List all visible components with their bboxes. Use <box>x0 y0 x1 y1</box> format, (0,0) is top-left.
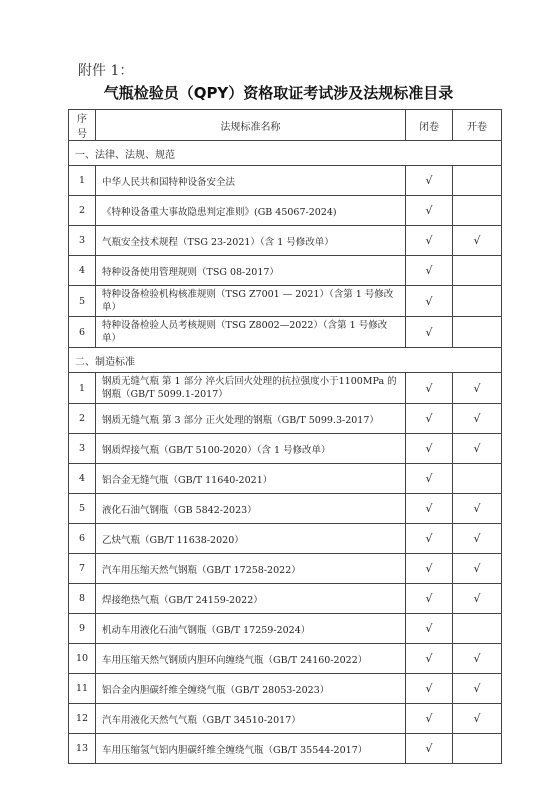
row-number: 13 <box>69 734 96 764</box>
open-book-check: √ <box>453 644 502 674</box>
row-name: 《特种设备重大事故隐患判定准则》(GB 45067-2024) <box>96 196 406 226</box>
closed-book-check: √ <box>406 524 453 554</box>
open-book-check: √ <box>453 524 502 554</box>
row-number: 4 <box>69 256 96 286</box>
table-row <box>69 464 502 494</box>
header-name: 法规标准名称 <box>96 110 406 141</box>
table-row <box>69 704 502 734</box>
open-book-check: √ <box>453 494 502 524</box>
open-book-check: √ <box>453 434 502 464</box>
row-name: 液化石油气钢瓶（GB 5842-2023） <box>96 494 406 524</box>
row-number: 4 <box>69 464 96 494</box>
row-name: 中华人民共和国特种设备安全法 <box>96 166 406 196</box>
row-name: 铝合金无缝气瓶（GB/T 11640-2021） <box>96 464 406 494</box>
closed-book-check: √ <box>406 256 453 286</box>
table-row <box>69 317 502 348</box>
closed-book-check: √ <box>406 166 453 196</box>
open-book-check: √ <box>453 554 502 584</box>
row-number: 8 <box>69 584 96 614</box>
section-title: 二、制造标准 <box>69 348 502 373</box>
table-row <box>69 524 502 554</box>
row-number: 12 <box>69 704 96 734</box>
closed-book-check: √ <box>406 644 453 674</box>
open-book-check <box>453 317 502 348</box>
row-name: 特种设备使用管理规则（TSG 08-2017） <box>96 256 406 286</box>
closed-book-check: √ <box>406 464 453 494</box>
row-name: 气瓶安全技术规程（TSG 23-2021）（含 1 号修改单） <box>96 226 406 256</box>
row-number: 5 <box>69 286 96 317</box>
row-number: 1 <box>69 166 96 196</box>
open-book-check <box>453 166 502 196</box>
row-number: 11 <box>69 674 96 704</box>
row-name: 车用压缩氢气铝内胆碳纤维全缠绕气瓶（GB/T 35544-2017） <box>96 734 406 764</box>
row-name: 钢质无缝气瓶 第 3 部分 正火处理的钢瓶（GB/T 5099.3-2017） <box>96 404 406 434</box>
row-number: 5 <box>69 494 96 524</box>
table-row <box>69 226 502 256</box>
row-name: 车用压缩天然气钢质内胆环向缠绕气瓶（GB/T 24160-2022） <box>96 644 406 674</box>
row-number: 1 <box>69 373 96 404</box>
row-number: 9 <box>69 614 96 644</box>
table-row <box>69 674 502 704</box>
row-name: 乙炔气瓶（GB/T 11638-2020） <box>96 524 406 554</box>
closed-book-check: √ <box>406 317 453 348</box>
row-name: 汽车用液化天然气气瓶（GB/T 34510-2017） <box>96 704 406 734</box>
open-book-check <box>453 614 502 644</box>
section-title: 一、法律、法规、规范 <box>69 141 502 166</box>
document-title: 气瓶检验员（QPY）资格取证考试涉及法规标准目录 <box>103 84 454 102</box>
row-number: 3 <box>69 226 96 256</box>
table-row <box>69 434 502 464</box>
closed-book-check: √ <box>406 554 453 584</box>
closed-book-check: √ <box>406 584 453 614</box>
closed-book-check: √ <box>406 404 453 434</box>
table-row <box>69 614 502 644</box>
row-number: 2 <box>69 404 96 434</box>
table-row <box>69 196 502 226</box>
open-book-check <box>453 464 502 494</box>
open-book-check <box>453 256 502 286</box>
closed-book-check: √ <box>406 373 453 404</box>
closed-book-check: √ <box>406 494 453 524</box>
row-number: 6 <box>69 524 96 554</box>
row-name: 钢质无缝气瓶 第 1 部分 淬火后回火处理的抗拉强度小于1100MPa 的钢瓶（GB/T 5099.1-2017） <box>96 373 406 404</box>
row-name: 特种设备检验机构核准规则（TSG Z7001 — 2021）（含第 1 号修改单） <box>96 286 406 317</box>
table-row <box>69 286 502 317</box>
row-number: 6 <box>69 317 96 348</box>
closed-book-check: √ <box>406 734 453 764</box>
attachment-label: 附件 1： <box>78 63 134 79</box>
open-book-check: √ <box>453 404 502 434</box>
row-name: 机动车用液化石油气钢瓶（GB/T 17259-2024） <box>96 614 406 644</box>
header-closed-book: 闭卷 <box>406 110 453 141</box>
regulation-table <box>68 109 502 764</box>
section-row <box>69 141 502 166</box>
row-number: 2 <box>69 196 96 226</box>
open-book-check <box>453 286 502 317</box>
header-open-book: 开卷 <box>453 110 502 141</box>
row-name: 汽车用压缩天然气钢瓶（GB/T 17258-2022） <box>96 554 406 584</box>
row-name: 特种设备检验人员考核规则（TSG Z8002—2022）（含第 1 号修改单） <box>96 317 406 348</box>
row-number: 7 <box>69 554 96 584</box>
table-row <box>69 584 502 614</box>
table-row <box>69 404 502 434</box>
closed-book-check: √ <box>406 286 453 317</box>
table-row <box>69 373 502 404</box>
header-num: 序号 <box>69 110 96 141</box>
table-header-row <box>69 110 502 141</box>
open-book-check: √ <box>453 674 502 704</box>
closed-book-check: √ <box>406 674 453 704</box>
open-book-check: √ <box>453 226 502 256</box>
table-row <box>69 256 502 286</box>
open-book-check <box>453 196 502 226</box>
table-row <box>69 644 502 674</box>
table-row <box>69 734 502 764</box>
open-book-check: √ <box>453 584 502 614</box>
table-row <box>69 494 502 524</box>
closed-book-check: √ <box>406 226 453 256</box>
closed-book-check: √ <box>406 434 453 464</box>
open-book-check <box>453 734 502 764</box>
closed-book-check: √ <box>406 704 453 734</box>
row-number: 3 <box>69 434 96 464</box>
row-name: 铝合金内胆碳纤维全缠绕气瓶（GB/T 28053-2023） <box>96 674 406 704</box>
table-row <box>69 554 502 584</box>
row-name: 钢质焊接气瓶（GB/T 5100-2020）（含 1 号修改单） <box>96 434 406 464</box>
section-row <box>69 348 502 373</box>
open-book-check: √ <box>453 704 502 734</box>
closed-book-check: √ <box>406 614 453 644</box>
open-book-check: √ <box>453 373 502 404</box>
row-name: 焊接绝热气瓶（GB/T 24159-2022） <box>96 584 406 614</box>
row-number: 10 <box>69 644 96 674</box>
table-row <box>69 166 502 196</box>
closed-book-check: √ <box>406 196 453 226</box>
